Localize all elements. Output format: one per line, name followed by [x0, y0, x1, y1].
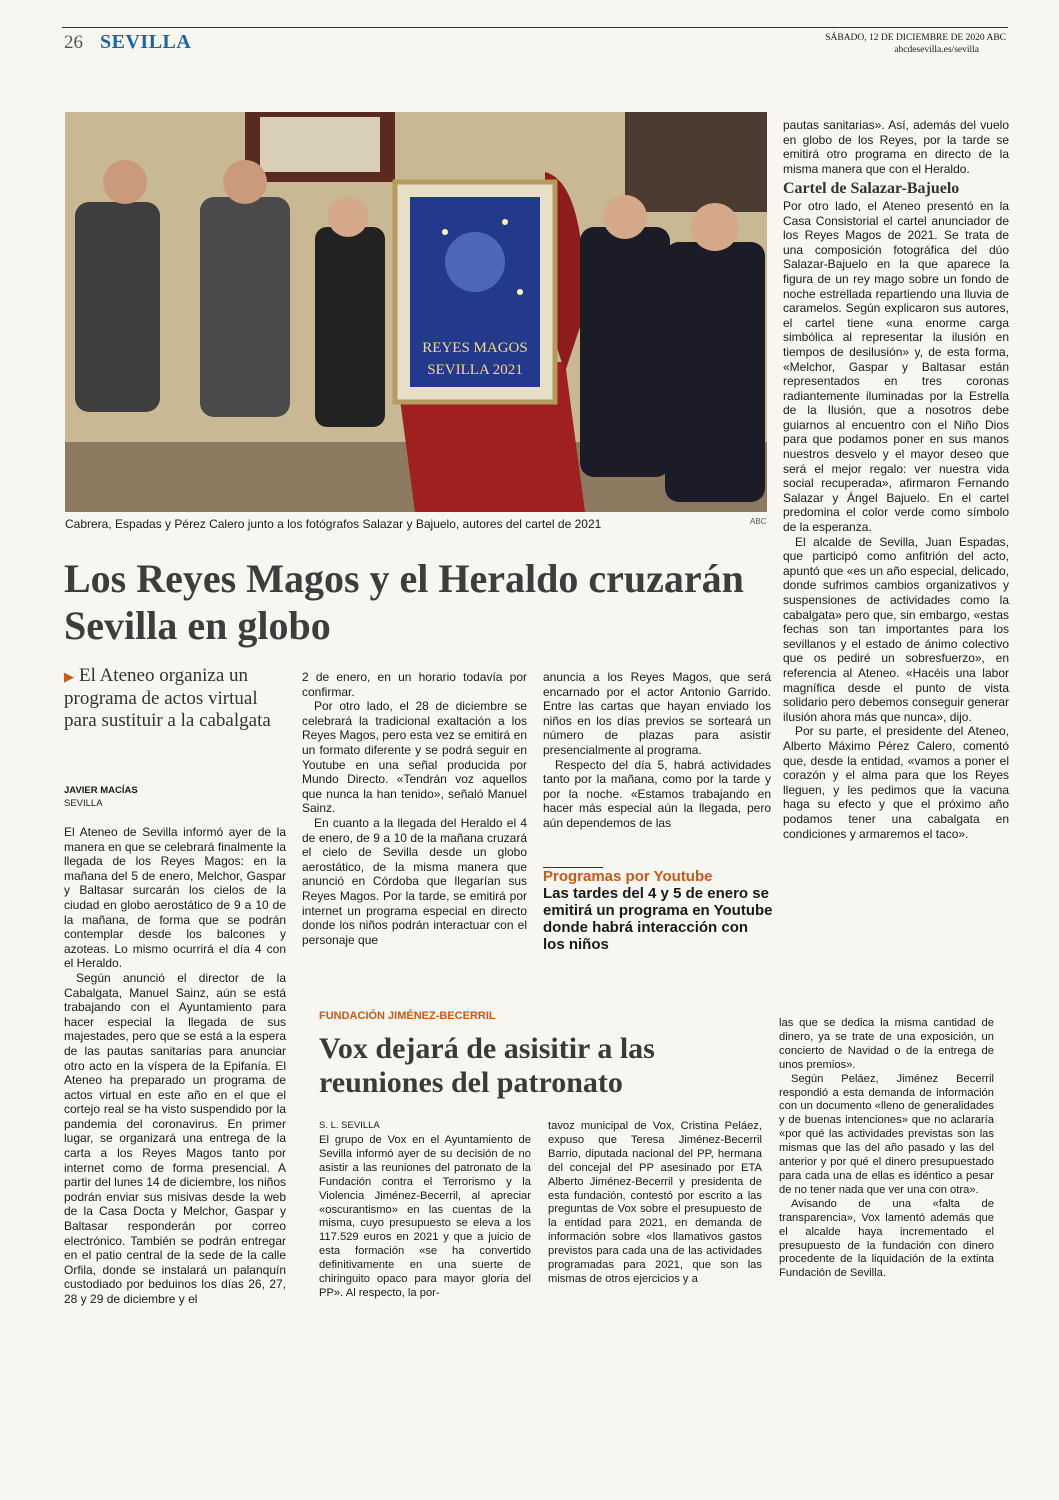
pullquote-text: Las tardes del 4 y 5 de enero se emitirá un programa en Youtube donde habrá interacción con los niños	[543, 885, 773, 953]
paragraph: anuncia a los Reyes Magos, que será encarnado por el actor Antonio Garrido. Entre las cartas que hayan enviado los niños en los días previos se sorteará un número de plazas para asistir presencialmente al programa.	[543, 670, 771, 757]
subhead-text: El Ateneo organiza un programa de actos virtual para sustituir a la cabalgata	[64, 665, 271, 731]
author-location: SEVILLA	[64, 798, 103, 809]
article2-headline: Vox dejará de asisitir a las reuniones del patronato	[319, 1032, 655, 1099]
article-photo	[65, 112, 767, 512]
pullquote	[543, 868, 773, 953]
paragraph: pautas sanitarias». Así, además del vuelo en globo de los Reyes, por la tarde se emitirá otro programa en directo de la misma manera que con el Heraldo.	[783, 118, 1009, 176]
poster-title: REYES MAGOS	[422, 340, 528, 356]
section-subtitle: Cartel de Salazar-Bajuelo	[783, 180, 960, 198]
paragraph: tavoz municipal de Vox, Cristina Peláez, expuso que Teresa Jiménez-Becerril Barrio, diputada nacional del PP, hermana del concejal del PP asesinado por ETA Alberto Jiménez-Becerril y presidenta de esta fundación, contestó por escrito a las preguntas de Vox sobre el presupuesto de la entidad para 2021, en demanda de información sobre «los llamativos gastos previstos para cada una de las actividades programadas para 2021, que son las mismas de otros ejercicios y a	[548, 1120, 762, 1285]
paragraph: El Ateneo de Sevilla informó ayer de la manera en que se celebrará finalmente la llegada de los Reyes Magos: en la mañana del 5 de enero, Melchor, Gaspar y Baltasar surcarán los cielos de la ciudad en globo aerostático de 9 a 10 de la mañana, de forma que se podrán contemplar desde los balcones y azoteas. Lo mismo ocurrirá el día 4 con el Heraldo.	[64, 825, 286, 971]
pullquote-title: Programas por Youtube	[543, 868, 713, 885]
header-rule	[62, 27, 1008, 28]
paragraph: Por su parte, el presidente del Ateneo, Alberto Máximo Pérez Calero, comentó que, desde la entidad, «vamos a poner el corazón y el alma para que los Reyes lleguen, y les pedimos que la vacuna haga su efecto y que el próximo año podamos tener una cabalgata en condiciones y armaremos el taco».	[783, 724, 1009, 841]
section-title: SEVILLA	[100, 31, 192, 53]
photo-illustration	[65, 112, 767, 512]
poster-subtitle: SEVILLA 2021	[427, 362, 523, 378]
paragraph: 2 de enero, en un horario todavía por confirmar.	[302, 670, 527, 699]
paragraph: En cuanto a la llegada del Heraldo el 4 de enero, de 9 a 10 de la mañana cruzará el cielo de Sevilla desde un globo aerostático, de la misma manera que anunció en Córdoba que llegarían sus Reyes Magos. Por la tarde, se emitirá por internet un programa especial en directo donde los niños podrán interactuar con el personaje que	[302, 815, 527, 947]
photo-credit: ABC	[750, 517, 767, 526]
paragraph: las que se dedica la misma cantidad de dinero, ya se trate de una exposición, un concierto de Navidad o de la entrega de unos premios».	[779, 1017, 994, 1071]
paragraph: Avisando de una «falta de transparencia», Vox lamentó además que el alcalde haya incrementado el presupuesto de la fundación con dinero procedente de la liquidación de la extinta Fundación de Sevilla.	[779, 1197, 994, 1280]
paragraph: El grupo de Vox en el Ayuntamiento de Sevilla informó ayer de su decisión de no asistir a las reuniones del patronato de la Fundación contra el Terrorismo y la Violencia Jiménez-Becerril, al apreciar «oscurantismo» en las cuentas de la misma, cuyo presupuesto se eleva a los 117.529 euros en 2021 y que a juicio de esta formación «se ha convertido definitivamente en una suerte de chiringuito opaco para mayor gloria del PP». Al respecto, la por-	[319, 1134, 531, 1299]
triangle-bullet-icon: ▶	[64, 669, 74, 684]
article-subhead	[64, 665, 284, 732]
paragraph: Respecto del día 5, habrá actividades tanto por la mañana, como por la tarde y por la noche. «Estamos trabajando en hacer más especial aún la llegada, pero aún dependemos de las	[543, 757, 771, 830]
article-column-4	[783, 118, 1009, 841]
paragraph: Por otro lado, el 28 de diciembre se celebrará la tradicional exaltación a los Reyes Magos, pero esta vez se emitirá en un formato diferente y se podrá seguir en Youtube en una señal producida por Mundo Directo. «Tendrán voz aquellos que nunca la han tenido», señaló Manuel Sainz.	[302, 699, 527, 816]
paragraph: El alcalde de Sevilla, Juan Espadas, que participó como anfitrión del acto, apuntó que «es un año especial, delicado, donde sufrimos cambios organizativos y suspensiones de actividades como la cabalgata» pero que, sin embargo, «estas fechas son tan importantes para los sevillanos y el estado de ánimo colectivo que os pediré un sobresfuerzo», en referencia al Ateneo. «Hacéis una labor magnífica desde el punto de vista solidario pero debemos conseguir generar ilusión ahora más que nunca», dijo.	[783, 534, 1009, 724]
paragraph: Según Peláez, Jiménez Becerril respondió a esta demanda de información con un documento «lleno de generalidades y de buenas intenciones» que no aclararía «por qué las actividades previstas son las mismas que las del año pasado y las del anterior y por qué el dinero presupuestado para cada una de ellas es idéntico a pesar de no tener nada que ver una con otra».	[779, 1072, 994, 1196]
article2-column-2	[548, 1120, 762, 1287]
photo-caption: Cabrera, Espadas y Pérez Calero junto a los fotógrafos Salazar y Bajuelo, autores del cartel de 2021	[65, 517, 602, 531]
article-column-1	[64, 825, 286, 1307]
paragraph: Según anunció el director de la Cabalgata, Manuel Sainz, aún se está trabajando con el Ayuntamiento para hacer especial la llegada de sus majestades, pero que se está a la espera de las pautas sanitarias para anunciar otro acto en la víspera de la Epifanía. El Ateneo ha preparado un programa de actos virtual en este año en el que el cortejo real se ha visto suspendido por la pandemia del coronavirus. En primer lugar, se organizará una entrega de la carta a los Reyes Magos tanto por internet como de forma presencial. A partir del lunes 14 de diciembre, los niños podrán enviar sus misivas desde la web de la Casa Docta y Melchor, Gaspar y Baltasar responderán por correo electrónico. También se podrán entregar en el patio central de la sede de la calle Orfila, donde se instalará un palanquín custodiado por beduinos los días 26, 27, 28 y 29 de diciembre y el	[64, 970, 286, 1306]
article2-byline: S. L. SEVILLA	[319, 1120, 380, 1131]
article2-column-3	[779, 1017, 994, 1281]
website-link[interactable]: abcdesevilla.es/sevilla	[894, 45, 979, 55]
author-name: JAVIER MACÍAS	[64, 785, 138, 796]
article-column-3	[543, 670, 771, 831]
article-headline: Los Reyes Magos y el Heraldo cruzarán Sevilla en globo	[64, 556, 744, 648]
issue-date: SÁBADO, 12 DE DICIEMBRE DE 2020 ABC	[825, 33, 1006, 43]
article2-kicker: FUNDACIÓN JIMÉNEZ-BECERRIL	[319, 1010, 496, 1022]
paragraph: Por otro lado, el Ateneo presentó en la Casa Consistorial el cartel anunciador de los Reyes Magos de 2021. Se trata de una composición fotográfica del dúo Salazar-Bajuelo en la que aparece la figura de un rey mago sobre un fondo de noche estrellada repartiendo una lluvia de caramelos. Según explicaron sus autores, el cartel tiene «una enorme carga simbólica al representar la ilusión en tiempos de desilusión» y, de esta forma, «Melchor, Gaspar y Baltasar están representados en tres coronas radiantemente iluminadas por la Estrella de la Ilusión, que a nosotros debe guiarnos al encuentro con el Niño Dios para que podamos poner en sus manos nuestros desvelo y el mayor deseo que será el mejor regalo: ver nuestra vida social recuperada», afirmaron Fernando Salazar y Ángel Bajuelo. En el cartel predomina el color verde como símbolo de la esperanza.	[783, 198, 1009, 535]
page-number: 26	[64, 32, 83, 53]
article-column-2	[302, 670, 527, 947]
article2-column-1	[319, 1134, 531, 1301]
